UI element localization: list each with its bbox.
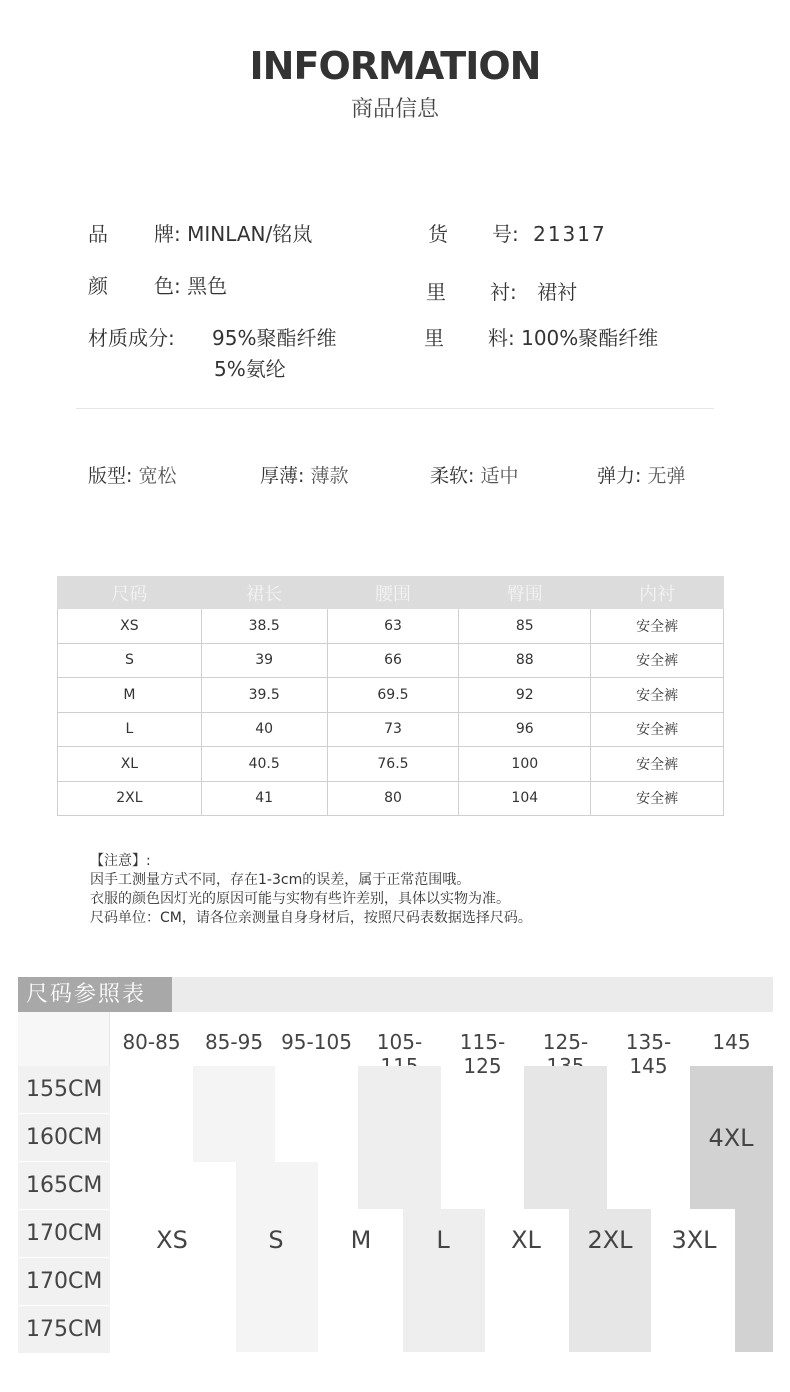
note-title: 【注意】: (90, 853, 151, 869)
col-header: 臀围 (459, 577, 591, 609)
size-band (193, 1066, 275, 1162)
table-cell: 安全裤 (591, 747, 724, 782)
table-cell: 66 (327, 643, 459, 678)
table-cell: 69.5 (327, 678, 459, 713)
table-cell: 40 (201, 712, 327, 747)
attr-label: 版型: (88, 465, 133, 487)
height-row-label: 155CM (18, 1066, 110, 1114)
attr-value: 宽松 (138, 465, 177, 487)
lining-value: 裙衬 (537, 280, 578, 304)
table-row (58, 712, 724, 747)
weight-header: 145 (712, 1030, 751, 1054)
size-label: S (268, 1226, 284, 1254)
material-value-2: 5%氨纶 (214, 357, 286, 381)
size-table (57, 576, 724, 816)
size-band (236, 1162, 318, 1352)
table-row (58, 747, 724, 782)
table-cell: S (58, 643, 202, 678)
sku-value: 21317 (533, 222, 607, 246)
table-cell: 2XL (58, 781, 202, 816)
size-label: L (436, 1226, 450, 1254)
lining-label-b: 衬: (490, 280, 517, 304)
corner-cell (18, 1012, 110, 1066)
fabric-label-b: 料: (488, 326, 515, 350)
weight-header: 115-125 (459, 1030, 506, 1078)
size-band (735, 1209, 773, 1352)
sku-label-b: 号: (492, 222, 519, 246)
size-label: XL (511, 1226, 541, 1254)
table-row (58, 609, 724, 644)
table-cell: 40.5 (201, 747, 327, 782)
table-cell: 38.5 (201, 609, 327, 644)
lining-row (426, 276, 577, 305)
weight-header: 80-85 (122, 1030, 181, 1054)
col-header: 尺码 (58, 577, 202, 609)
fabric-value: 100%聚酯纤维 (521, 326, 659, 350)
color-label-b: 色: (154, 274, 181, 298)
lining-label-a: 里 (426, 280, 446, 304)
table-cell: 100 (459, 747, 591, 782)
table-cell: 80 (327, 781, 459, 816)
table-cell: 63 (327, 609, 459, 644)
attr-value: 薄款 (310, 465, 349, 487)
table-cell: 96 (459, 712, 591, 747)
table-cell: 安全裤 (591, 678, 724, 713)
note-line: 因手工测量方式不同，存在1-3cm的误差，属于正常范围哦。 (90, 872, 471, 888)
height-row-label: 170CM (18, 1258, 110, 1306)
size-label: XS (156, 1226, 188, 1254)
attr-value: 无弹 (647, 465, 686, 487)
height-row-label: 175CM (18, 1306, 110, 1354)
table-cell: XL (58, 747, 202, 782)
material-value-1: 95%聚酯纤维 (212, 326, 337, 350)
weight-header: 95-105 (281, 1030, 352, 1054)
table-row (58, 678, 724, 713)
table-cell: 41 (201, 781, 327, 816)
attr-softness (430, 461, 518, 488)
table-header-row (58, 577, 724, 609)
col-header: 内衬 (591, 577, 724, 609)
material-label: 材质成分: (88, 326, 175, 350)
attr-label: 厚薄: (260, 465, 305, 487)
table-row (58, 781, 724, 816)
table-cell: 安全裤 (591, 609, 724, 644)
brand-row (88, 218, 312, 247)
size-label: 2XL (587, 1226, 633, 1254)
color-value: 黑色 (187, 274, 228, 298)
size-label: 4XL (708, 1124, 754, 1152)
table-cell: 39 (201, 643, 327, 678)
page-subtitle: 商品信息 (350, 97, 439, 122)
size-label: M (350, 1226, 372, 1254)
note-block (90, 852, 532, 928)
note-line: 衣服的颜色因灯光的原因可能与实物有些许差别，具体以实物为准。 (90, 891, 510, 907)
sku-row (428, 218, 607, 247)
weight-header: 135-145 (625, 1030, 672, 1078)
attr-label: 弹力: (597, 465, 642, 487)
size-band (524, 1066, 607, 1209)
reference-title: 尺码参照表 (18, 977, 172, 1012)
height-row-label: 170CM (18, 1210, 110, 1258)
table-cell: 88 (459, 643, 591, 678)
brand-label-a: 品 (88, 222, 108, 246)
size-label: 3XL (671, 1226, 717, 1254)
table-cell: XS (58, 609, 202, 644)
sku-label-a: 货 (428, 222, 448, 246)
fabric-label-a: 里 (424, 326, 444, 350)
table-cell: 104 (459, 781, 591, 816)
table-cell: 安全裤 (591, 643, 724, 678)
table-cell: M (58, 678, 202, 713)
brand-value: MINLAN/铭岚 (187, 222, 313, 246)
weight-header: 85-95 (204, 1030, 264, 1054)
brand-label-b: 牌: (154, 222, 181, 246)
height-row-label: 165CM (18, 1162, 110, 1210)
size-band (358, 1066, 441, 1209)
color-label-a: 颜 (88, 274, 108, 298)
col-header: 裙长 (201, 577, 327, 609)
table-cell: 73 (327, 712, 459, 747)
table-cell: 85 (459, 609, 591, 644)
attr-fit (88, 461, 176, 488)
weight-header: 105- (376, 1030, 423, 1054)
weight-header: 125- (542, 1030, 589, 1054)
fabric-row (424, 322, 658, 351)
attr-thickness (260, 461, 348, 488)
table-cell: 76.5 (327, 747, 459, 782)
note-line: 尺码单位：CM，请各位亲测量自身身材后，按照尺码表数据选择尺码。 (90, 910, 532, 926)
divider (76, 408, 714, 409)
page-title: INFORMATION (249, 44, 541, 88)
table-row (58, 643, 724, 678)
attr-elasticity (597, 461, 685, 488)
col-header: 腰围 (327, 577, 459, 609)
color-row (88, 270, 227, 299)
table-cell: 安全裤 (591, 712, 724, 747)
table-cell: 39.5 (201, 678, 327, 713)
height-row-label: 160CM (18, 1114, 110, 1162)
attr-label: 柔软: (430, 465, 475, 487)
table-cell: 92 (459, 678, 591, 713)
table-cell: 安全裤 (591, 781, 724, 816)
table-cell: L (58, 712, 202, 747)
attr-value: 适中 (480, 465, 519, 487)
size-reference-grid (18, 1012, 773, 1352)
